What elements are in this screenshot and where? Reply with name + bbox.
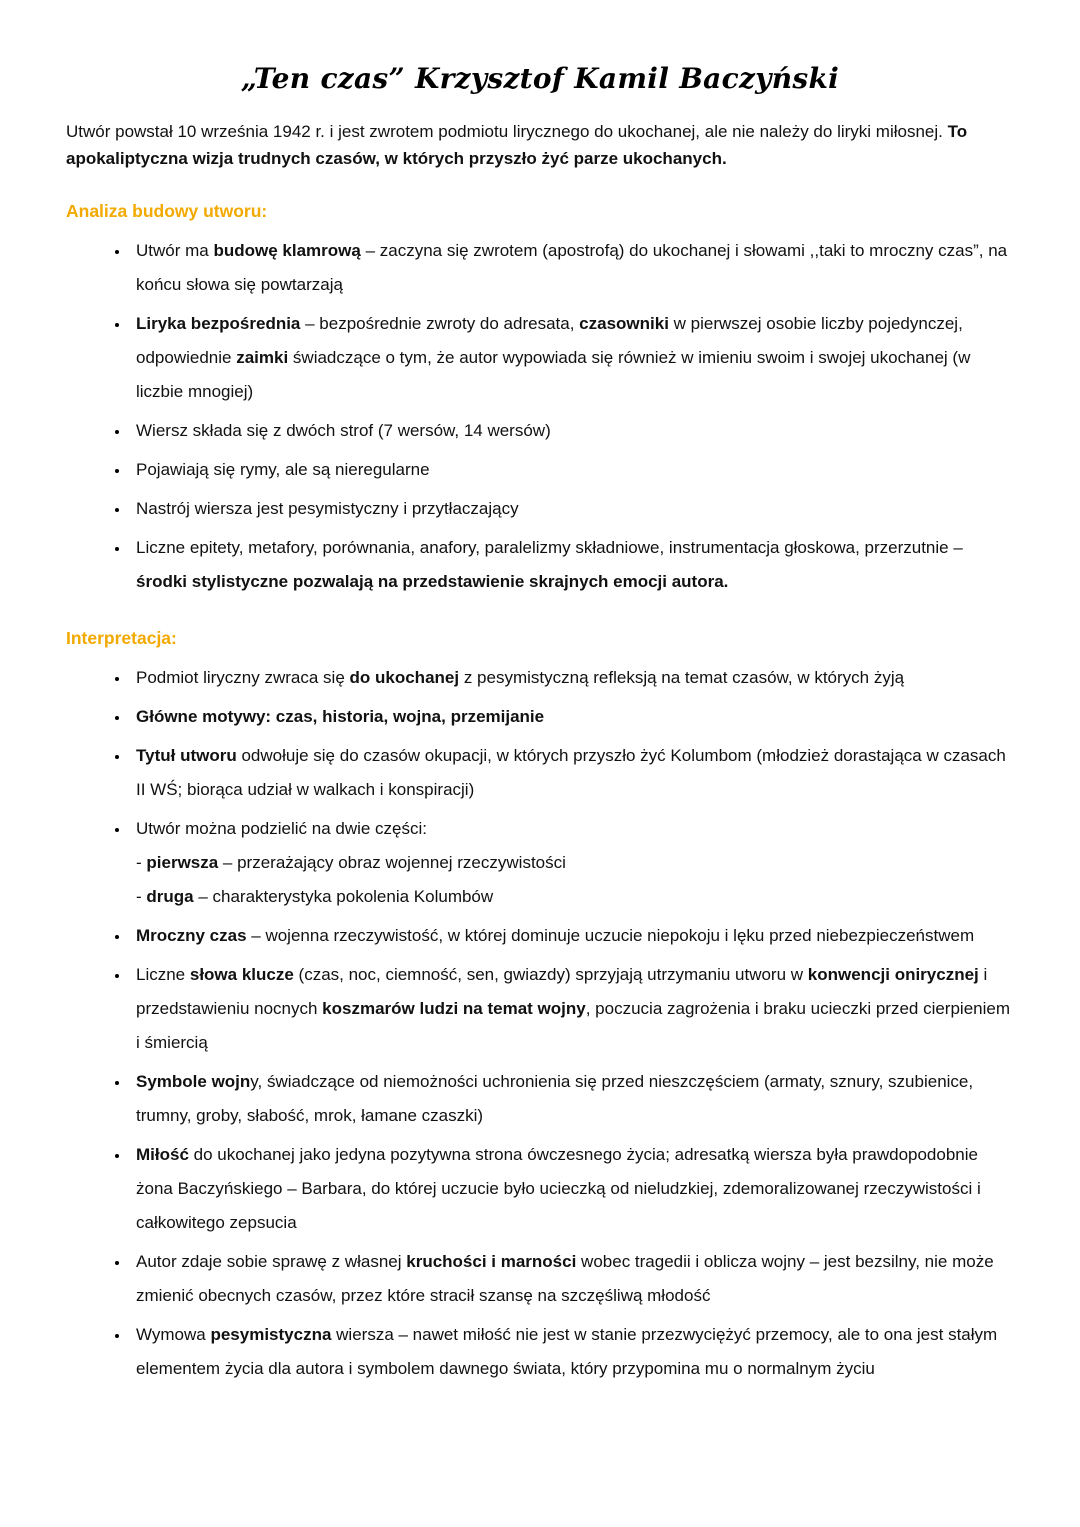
list-item <box>130 492 1014 526</box>
text-segment: – zaczyna się zwrotem (apostrofą) do ukochanej i słowami ,,taki to mroczny czas”, na końcu słowa się powtarzają <box>136 240 1008 294</box>
text-segment: – bezpośrednie zwroty do adresata, <box>300 313 580 333</box>
text-segment: koszmarów ludzi na temat wojny <box>322 998 586 1018</box>
text-segment: środki stylistyczne pozwalają na przedstawienie skrajnych emocji autora. <box>136 571 729 591</box>
text-segment: Mroczny czas <box>136 925 247 945</box>
list-item <box>130 812 1014 914</box>
text-segment: w pierwszej osobie liczby pojedynczej, odpowiednie <box>136 313 963 367</box>
list-item <box>130 958 1014 1060</box>
text-segment: Utwór ma <box>136 240 214 260</box>
text-segment: Miłość <box>136 1144 189 1164</box>
list-item <box>130 531 1014 599</box>
text-segment: Liczne epitety, metafory, porównania, anafory, paralelizmy składniowe, instrumentacja głoskowa, przerzutnie – <box>136 537 963 557</box>
list-item <box>130 1245 1014 1313</box>
text-segment: Nastrój wiersza jest pesymistyczny i przytłaczający <box>136 498 519 518</box>
list-item <box>130 1138 1014 1240</box>
text-segment: Autor zdaje sobie sprawę z własnej <box>136 1251 407 1271</box>
text-segment: świadczące o tym, że autor wypowiada się również w imieniu swoim i swojej ukochanej (w liczbie mnogiej) <box>136 347 971 401</box>
section-heading-analysis: Analiza budowy utworu: <box>66 200 268 221</box>
text-segment: Liczne <box>136 964 190 984</box>
text-segment: do ukochanej <box>349 667 460 687</box>
text-segment: zaimki <box>236 347 289 367</box>
text-segment: odwołuje się do czasów okupacji, w których przyszło żyć Kolumbom (młodzież dorastająca w czasach II WŚ; biorąca udział w walkach i konspiracji) <box>136 745 1006 799</box>
text-segment: budowę klamrową <box>213 240 361 260</box>
text-segment: wobec tragedii i oblicza wojny – jest bezsilny, nie może zmienić obecnych czasów, przez które stracił szansę na szczęśliwą młodość <box>136 1251 994 1305</box>
text-segment: pesymistyczna <box>210 1324 332 1344</box>
text-segment: Utwór można podzielić na dwie części: <box>136 818 428 838</box>
text-segment: kruchości i marności <box>406 1251 577 1271</box>
section-interpretation <box>66 627 1014 1386</box>
list-item <box>130 919 1014 953</box>
list-item <box>130 453 1014 487</box>
list-item <box>130 661 1014 695</box>
text-segment: Tytuł utworu <box>136 745 237 765</box>
text-segment: Pojawiają się rymy, ale są nieregularne <box>136 459 430 479</box>
text-segment: – charakterystyka pokolenia Kolumbów <box>193 886 494 906</box>
list-item <box>130 700 1014 734</box>
list-item <box>130 739 1014 807</box>
interpretation-bullet-list <box>66 661 1014 1386</box>
text-segment: wiersza – nawet miłość nie jest w stanie przezwyciężyć przemocy, ale to ona jest stałym elementem życia dla autora i symbolem dawnego świata, który przypomina mu o normalnym życiu <box>136 1324 998 1378</box>
analysis-bullet-list <box>66 234 1014 599</box>
text-segment: z pesymistyczną refleksją na temat czasów, w których żyją <box>459 667 905 687</box>
text-segment: – wojenna rzeczywistość, w której dominuje uczucie niepokoju i lęku przed niebezpieczeństwem <box>246 925 975 945</box>
list-item <box>130 1065 1014 1133</box>
document-title: „Ten czas” Krzysztof Kamil Baczyński <box>240 62 840 95</box>
list-item <box>130 234 1014 302</box>
intro-paragraph <box>66 118 1014 172</box>
text-segment: y, świadczące od niemożności uchronienia się przed nieszczęściem (armaty, sznury, szubienice, trumny, groby, słabość, mrok, łamane czaszki) <box>136 1071 974 1125</box>
text-segment: słowa klucze <box>189 964 294 984</box>
text-segment: do ukochanej jako jedyna pozytywna strona ówczesnego życia; adresatką wiersza była prawdopodobnie żona Baczyńskiego – Barbara, do której uczucie było ucieczką od nieludzkiej, zdemoralizowanej rzeczywistości i całkowitego zepsucia <box>136 1144 981 1232</box>
text-segment: Liryka bezpośrednia <box>136 313 301 333</box>
text-segment: pierwsza <box>146 852 219 872</box>
text-segment: Główne motywy: czas, historia, wojna, przemijanie <box>136 706 545 726</box>
text-segment: (czas, noc, ciemność, sen, gwiazdy) sprzyjają utrzymaniu utworu w <box>293 964 808 984</box>
list-item <box>130 1318 1014 1386</box>
text-segment: To apokaliptyczna wizja trudnych czasów, w których przyszło żyć parze ukochanych. <box>66 121 968 168</box>
text-segment: Wiersz składa się z dwóch strof (7 wersów, 14 wersów) <box>136 420 551 440</box>
list-item <box>130 414 1014 448</box>
text-segment: , poczucia zagrożenia i braku ucieczki przed cierpieniem i śmiercią <box>136 998 1010 1052</box>
text-segment: - <box>136 852 147 872</box>
text-segment: i przedstawieniu nocnych <box>136 964 988 1018</box>
text-segment: Podmiot liryczny zwraca się <box>136 667 350 687</box>
text-segment: konwencji onirycznej <box>807 964 979 984</box>
text-segment: czasowniki <box>579 313 669 333</box>
section-heading-interpretation: Interpretacja: <box>66 627 177 648</box>
text-segment: Wymowa <box>136 1324 211 1344</box>
section-analysis <box>66 200 1014 599</box>
text-segment: Utwór powstał 10 września 1942 r. i jest zwrotem podmiotu lirycznego do ukochanej, ale nie należy do liryki miłosnej. <box>66 121 948 141</box>
text-segment: druga <box>146 886 194 906</box>
text-segment: – przerażający obraz wojennej rzeczywistości <box>218 852 566 872</box>
list-item <box>130 307 1014 409</box>
text-segment: Symbole wojn <box>136 1071 251 1091</box>
text-segment: - <box>136 886 147 906</box>
